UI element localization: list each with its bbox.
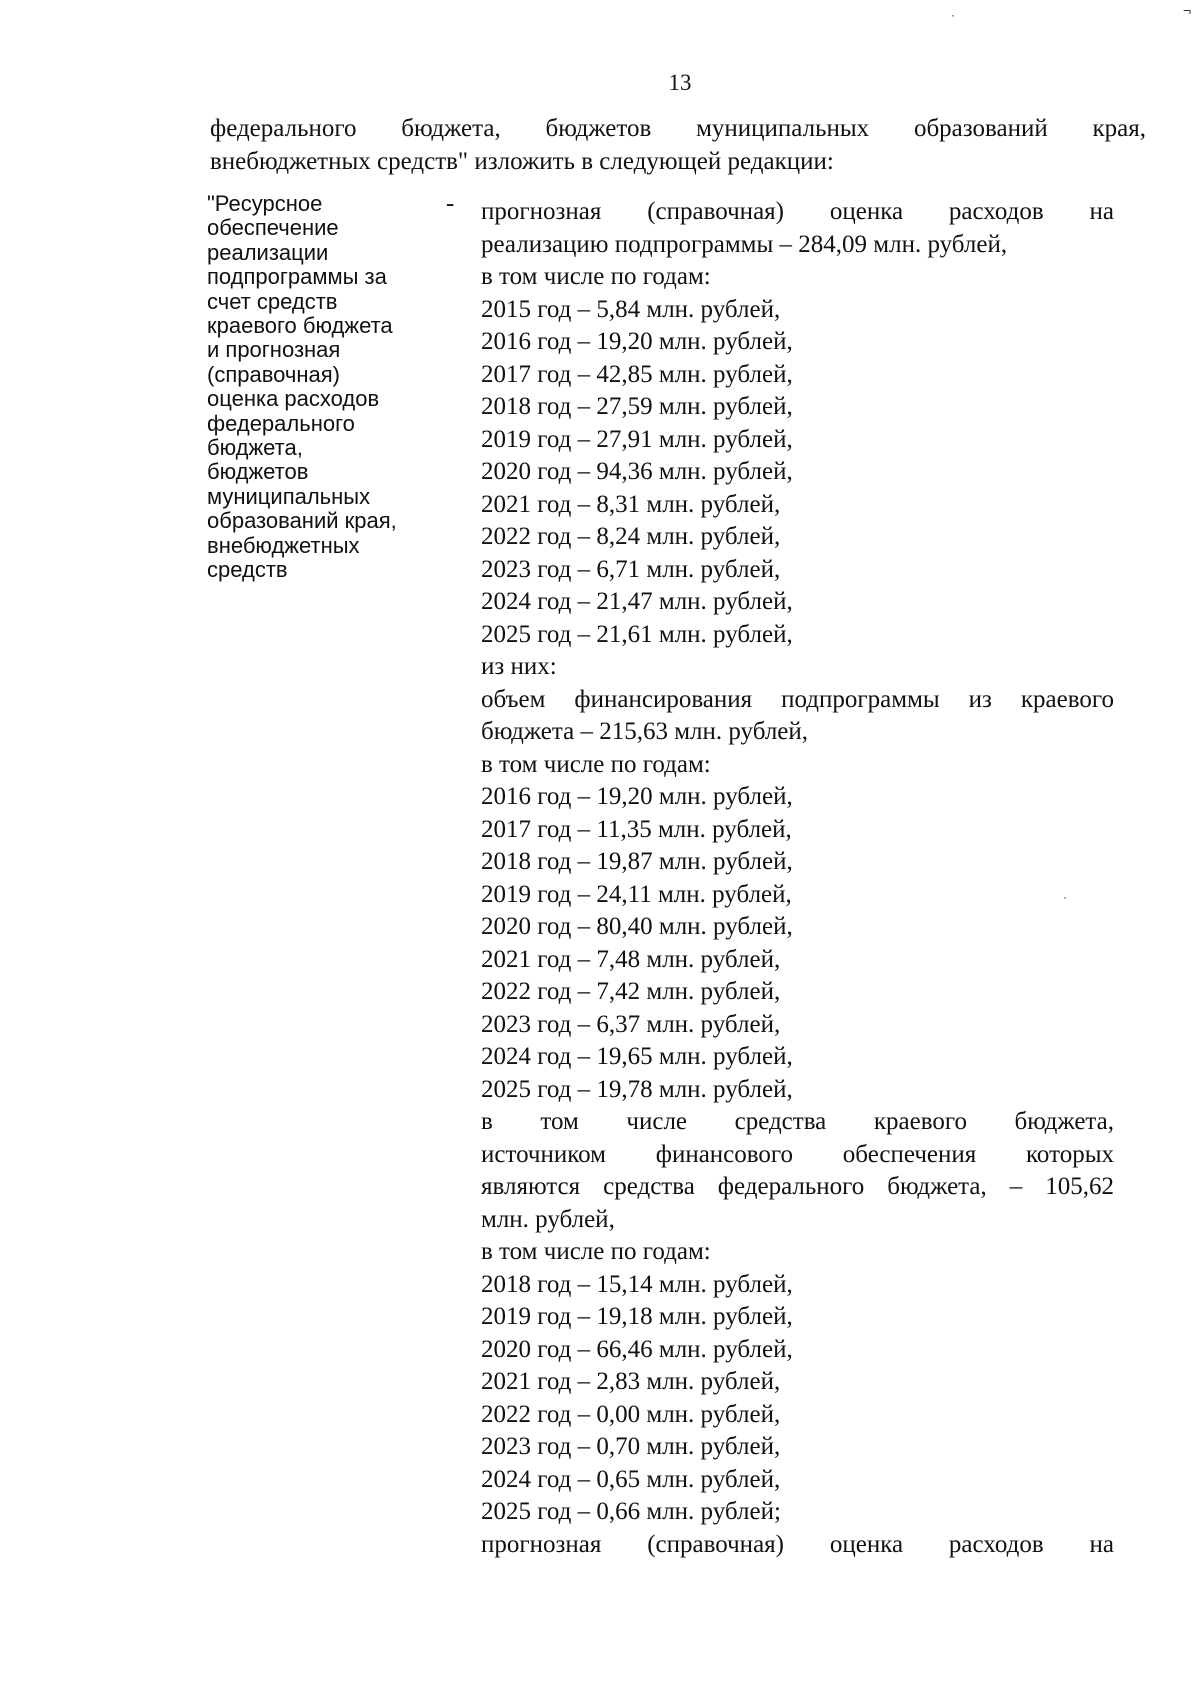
detail-line: 2018 год – 19,87 млн. рублей, [481, 848, 793, 875]
detail-line: 2021 год – 7,48 млн. рублей, [481, 945, 781, 973]
detail-line: 2021 год – 2,83 млн. рублей, [481, 1368, 781, 1395]
detail-line: 2022 год – 8,24 млн. рублей, [481, 523, 781, 550]
detail-line: бюджета – 215,63 млн. рублей, [481, 718, 809, 745]
detail-line: 2024 год – 21,47 млн. рублей, [481, 588, 793, 615]
label-line: обеспечение [207, 215, 339, 241]
detail-line: 2015 год – 5,84 млн. рублей, [481, 295, 781, 323]
intro-line-1: федерального бюджета, бюджетов муниципальных образований края, [210, 115, 1146, 142]
label-line: федерального [207, 410, 355, 436]
label-line: средств [207, 557, 288, 583]
detail-line: объем финансирования подпрограммы из краевого [481, 685, 1114, 713]
detail-line: 2025 год – 21,61 млн. рублей, [481, 620, 793, 648]
label-line: бюджета, [207, 435, 303, 461]
detail-line: 2018 год – 27,59 млн. рублей, [481, 393, 793, 420]
detail-line: в том числе по годам: [481, 1238, 711, 1265]
detail-line: 2021 год – 8,31 млн. рублей, [481, 490, 781, 518]
label-line: (справочная) [207, 361, 340, 387]
label-line: и прогнозная [207, 337, 341, 363]
separator-dash: - [446, 190, 455, 217]
resource-label-column [207, 192, 437, 583]
detail-line: 2020 год – 94,36 млн. рублей, [481, 458, 793, 485]
detail-line: из них: [481, 653, 557, 680]
detail-line: источником финансового обеспечения которых [481, 1140, 1114, 1168]
detail-line: 2023 год – 0,70 млн. рублей, [481, 1433, 781, 1460]
detail-line: 2022 год – 0,00 млн. рублей, [481, 1400, 781, 1428]
detail-line: 2023 год – 6,37 млн. рублей, [481, 1010, 781, 1038]
detail-line: 2019 год – 19,18 млн. рублей, [481, 1303, 793, 1330]
detail-line: 2019 год – 24,11 млн. рублей, [481, 880, 792, 908]
detail-line: 2017 год – 42,85 млн. рублей, [481, 360, 793, 388]
scan-dot-top: · [951, 8, 955, 22]
scan-dot-mid: · [1063, 890, 1067, 904]
detail-line: в том числе по годам: [481, 750, 711, 778]
label-line: подпрограммы за [207, 264, 387, 290]
label-line: внебюджетных [207, 532, 360, 558]
detail-line: 2018 год – 15,14 млн. рублей, [481, 1270, 793, 1298]
detail-line: 2016 год – 19,20 млн. рублей, [481, 328, 793, 355]
label-line: счет средств [207, 288, 338, 314]
scan-mark-top-right: ¬ [1183, 2, 1192, 18]
detail-line: 2023 год – 6,71 млн. рублей, [481, 555, 781, 583]
detail-line: реализацию подпрограммы – 284,09 млн. рублей, [481, 230, 1008, 258]
detail-line: 2025 год – 0,66 млн. рублей; [481, 1498, 781, 1525]
label-line: муниципальных [207, 483, 371, 509]
intro-line-2: внебюджетных средств" изложить в следующей редакции: [210, 148, 834, 175]
detail-line: являются средства федерального бюджета, – 105,62 [481, 1173, 1114, 1200]
label-line: "Ресурсное [207, 191, 323, 216]
detail-line: 2025 год – 19,78 млн. рублей, [481, 1075, 793, 1103]
label-line: бюджетов [207, 459, 309, 485]
detail-line: 2020 год – 80,40 млн. рублей, [481, 913, 793, 940]
label-line: оценка расходов [207, 386, 380, 412]
intro-paragraph [210, 112, 1146, 178]
label-line: реализации [207, 239, 329, 265]
detail-line: в том числе средства краевого бюджета, [481, 1108, 1114, 1135]
detail-line: 2024 год – 19,65 млн. рублей, [481, 1043, 793, 1070]
resource-details-column [481, 196, 1114, 1561]
detail-line: 2019 год – 27,91 млн. рублей, [481, 425, 793, 453]
label-line: краевого бюджета [207, 313, 393, 339]
detail-line: прогнозная (справочная) оценка расходов на [481, 1530, 1114, 1558]
detail-line: 2024 год – 0,65 млн. рублей, [481, 1465, 781, 1493]
label-line: образований края, [207, 508, 397, 534]
detail-line: 2017 год – 11,35 млн. рублей, [481, 815, 792, 843]
detail-line: млн. рублей, [481, 1205, 615, 1233]
detail-line: 2020 год – 66,46 млн. рублей, [481, 1335, 793, 1363]
detail-line: 2016 год – 19,20 млн. рублей, [481, 783, 793, 810]
detail-line: в том числе по годам: [481, 263, 711, 290]
detail-line: прогнозная (справочная) оценка расходов на [481, 198, 1114, 225]
detail-line: 2022 год – 7,42 млн. рублей, [481, 978, 781, 1005]
page-number: 13 [668, 70, 692, 95]
